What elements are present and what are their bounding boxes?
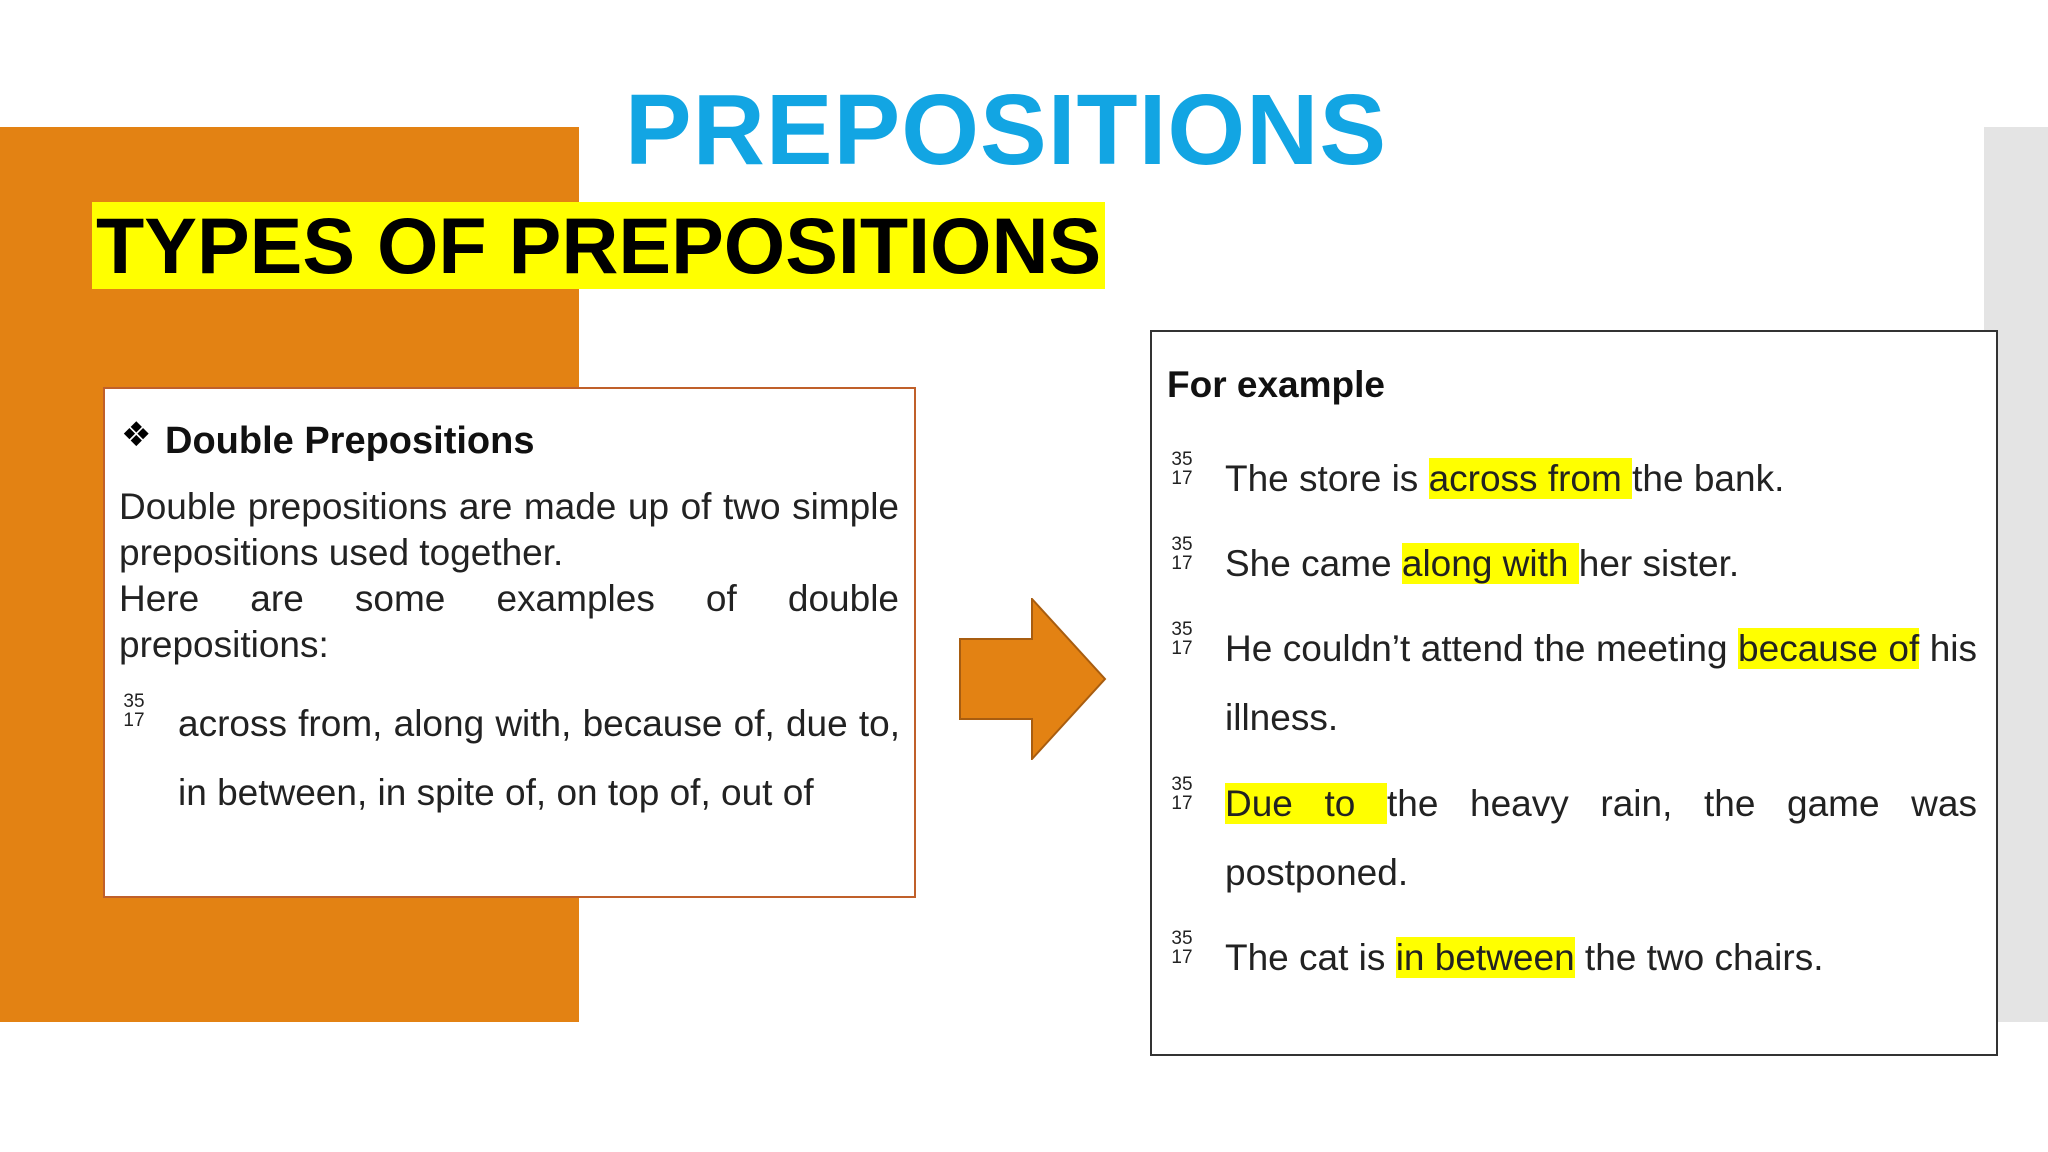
bullet-marker: 35 17 xyxy=(1171,619,1193,659)
examples-box xyxy=(1150,330,1998,1056)
bullet-marker-bottom: 17 xyxy=(123,710,145,731)
highlighted-preposition: along with xyxy=(1401,543,1579,584)
bullet-marker-top: 35 xyxy=(123,691,145,712)
example-text: She came along with her sister. xyxy=(1225,543,1740,584)
definition-line-1: Double prepositions are made up of two simple prepositions used together. xyxy=(119,486,899,573)
right-arrow-icon xyxy=(959,598,1107,760)
bullet-marker: 35 17 xyxy=(1171,928,1193,968)
bullet-marker: 35 17 xyxy=(1171,534,1193,574)
bullet-marker: 35 17 xyxy=(1171,774,1193,814)
definition-box xyxy=(103,387,916,898)
diamond-bullet-icon: ❖ xyxy=(121,415,152,454)
highlighted-preposition: across from xyxy=(1428,458,1633,499)
highlighted-preposition: Due to xyxy=(1225,783,1387,824)
example-text: The store is across from the bank. xyxy=(1225,458,1785,499)
section-heading: TYPES OF PREPOSITIONS xyxy=(92,202,1105,289)
example-text: The cat is in between the two chairs. xyxy=(1225,937,1824,978)
highlighted-preposition: in between xyxy=(1395,937,1575,978)
definition-heading-text: Double Prepositions xyxy=(165,420,535,462)
examples-heading: For example xyxy=(1167,364,1385,405)
definition-text xyxy=(119,484,899,668)
examples-list-text: across from, along with, because of, due to, in between, in spite of, on top of, out of xyxy=(178,703,900,813)
example-text: He couldn’t attend the meeting because of his illness. xyxy=(1225,628,1978,738)
example-text: Due to the heavy rain, the game was postponed. xyxy=(1225,783,1977,893)
highlighted-preposition: because of xyxy=(1738,628,1920,669)
definition-line-2: Here are some examples of double prepositions: xyxy=(119,578,899,665)
definition-heading xyxy=(121,415,535,463)
bullet-marker: 35 17 xyxy=(1171,449,1193,489)
bullet-marker xyxy=(119,692,149,730)
slide-title: PREPOSITIONS xyxy=(624,74,1388,186)
